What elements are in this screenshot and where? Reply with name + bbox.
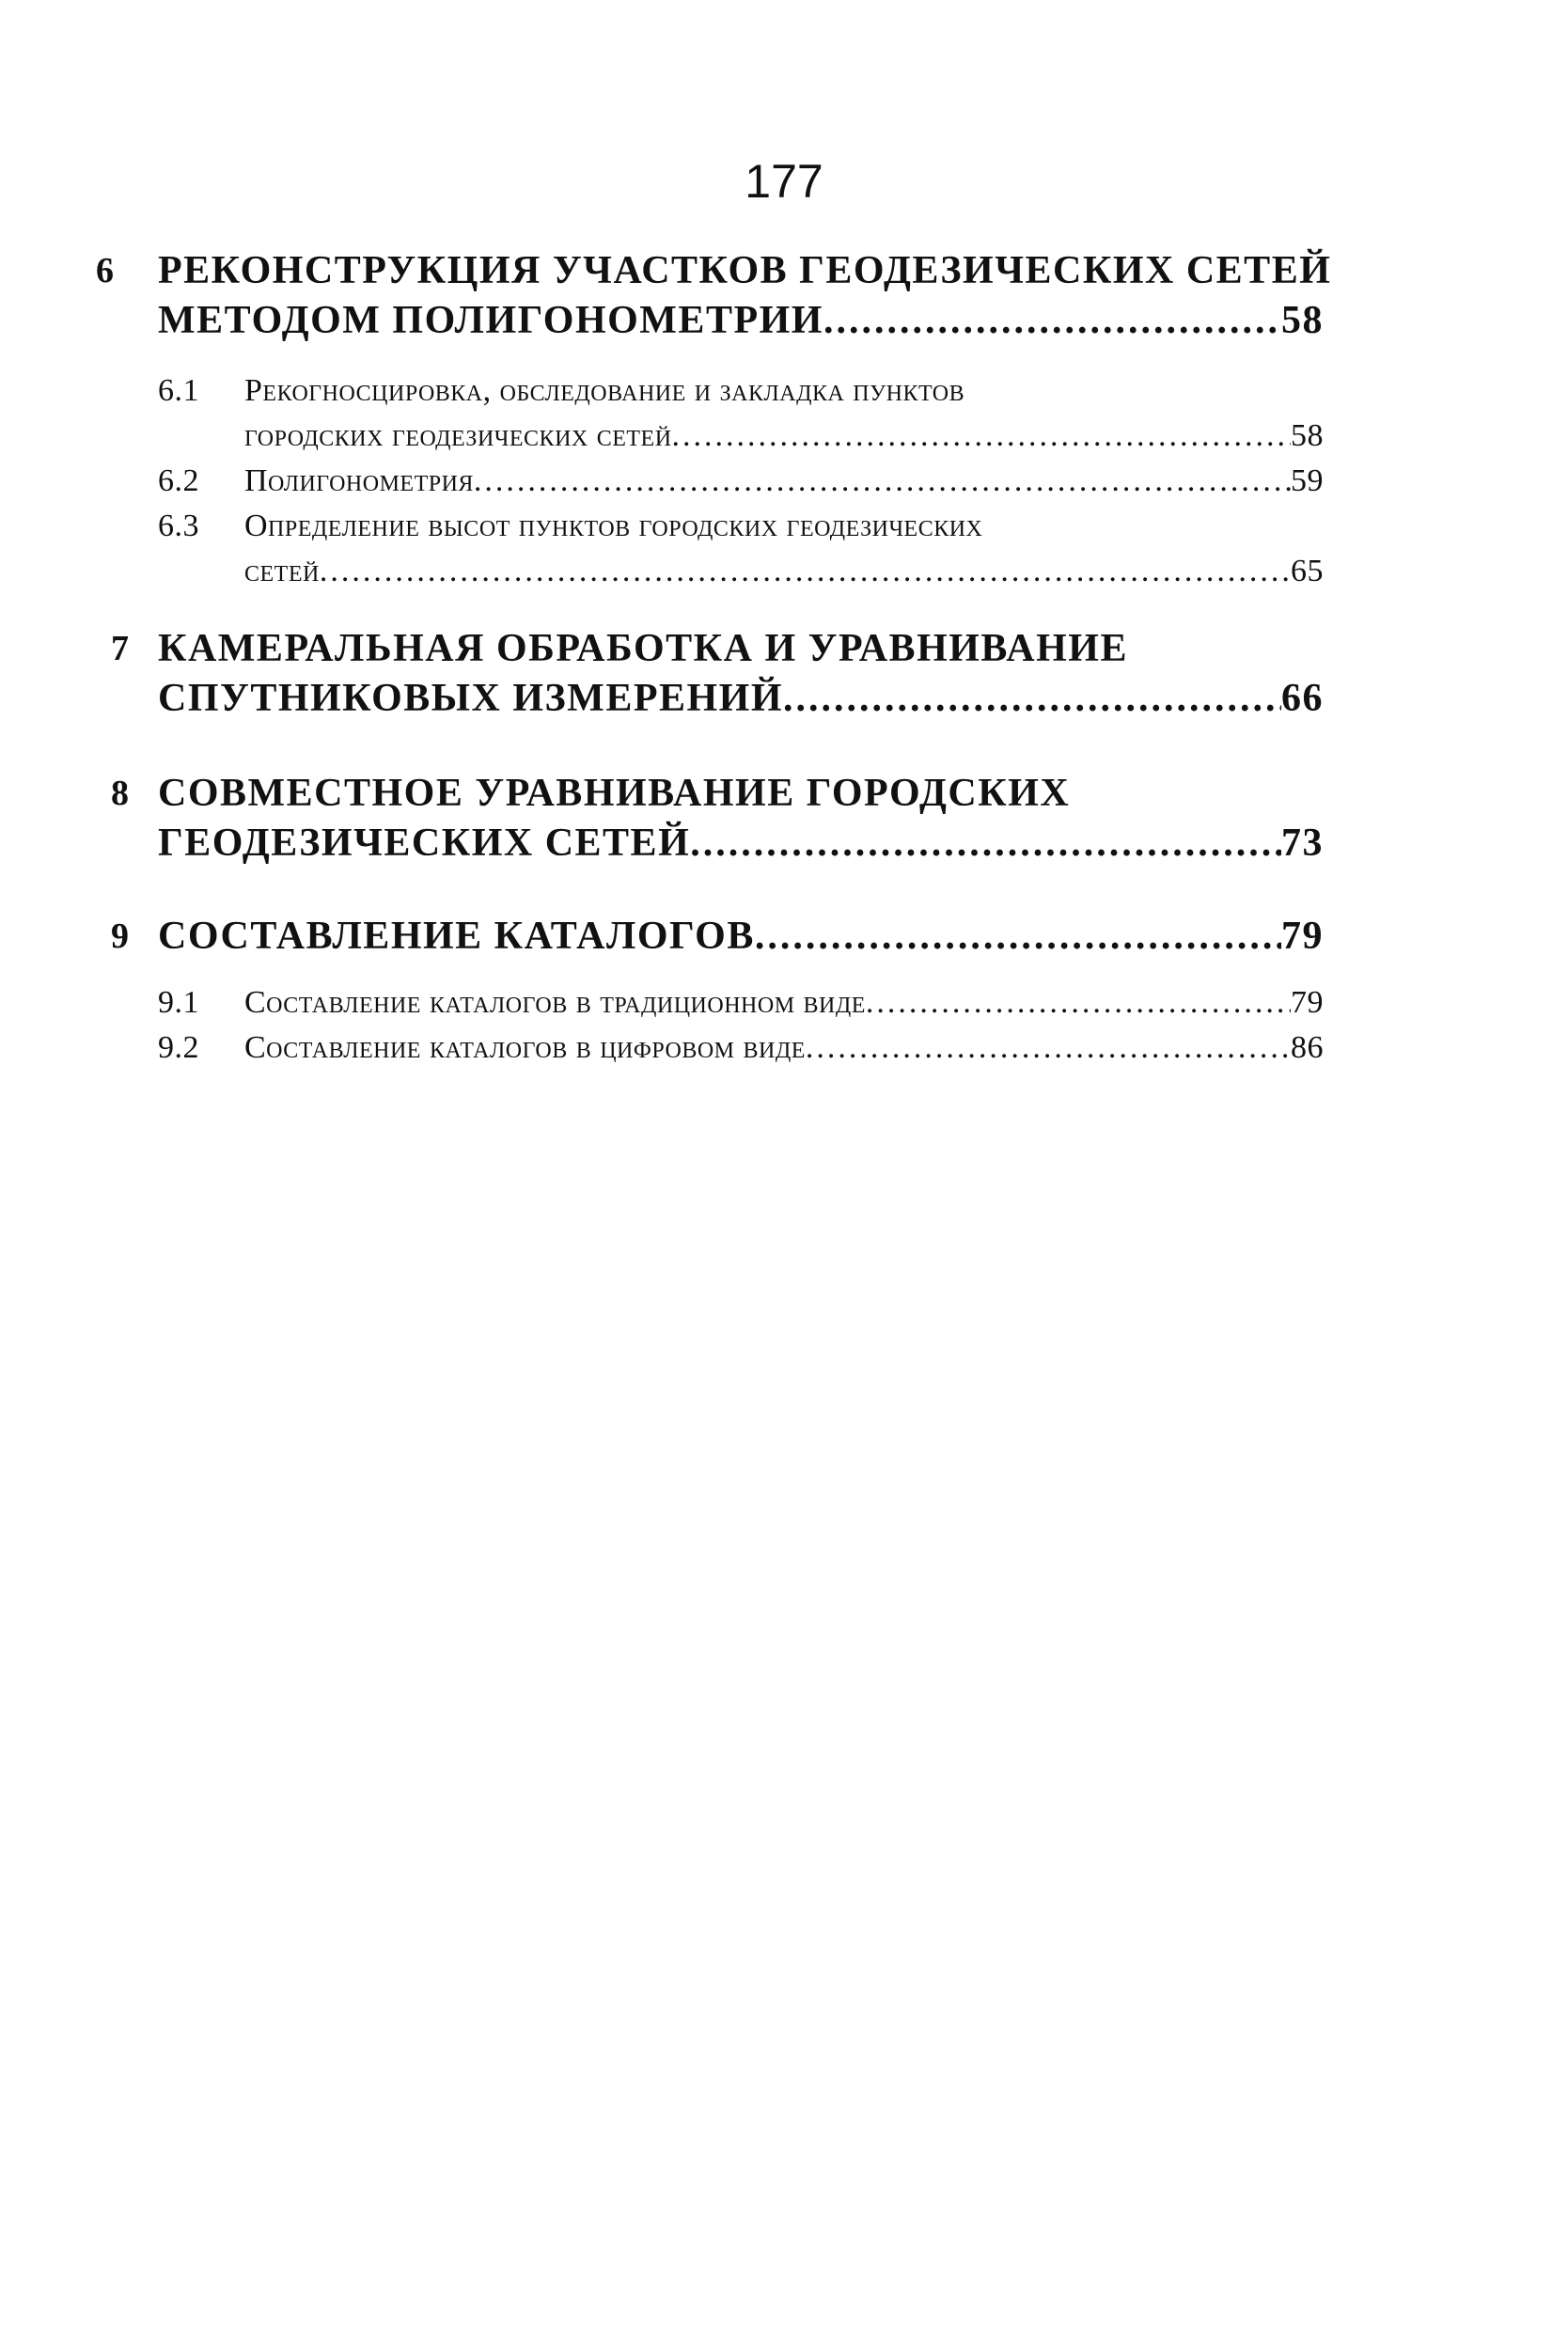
section-page-number: 79 [1291, 985, 1324, 1020]
toc-chapter-6[interactable] [96, 246, 1332, 346]
chapter-title-line [158, 912, 1324, 962]
chapter-number: 9 [111, 916, 131, 956]
section-number: 9.1 [158, 985, 199, 1020]
section-title-text: Полигонометрия [244, 463, 474, 498]
chapter-title-line [158, 624, 1324, 674]
section-title [244, 1026, 1324, 1071]
toc-section-9-2[interactable] [158, 1026, 1324, 1071]
section-title [244, 980, 1324, 1026]
chapter-number: 8 [111, 774, 131, 813]
section-title-line [244, 368, 1324, 414]
section-title-line [244, 980, 1324, 1026]
table-of-contents [96, 246, 1332, 1071]
chapter-page-number: 58 [1281, 299, 1324, 342]
chapter-title-text: РЕКОНСТРУКЦИЯ УЧАСТКОВ ГЕОДЕЗИЧЕСКИХ СЕТЕЙ [158, 249, 1332, 292]
chapter-page-number: 66 [1281, 677, 1324, 720]
section-title-line [244, 504, 1324, 549]
dot-leader [806, 1026, 1291, 1071]
chapter-title-text: МЕТОДОМ ПОЛИГОНОМЕТРИИ [158, 299, 823, 342]
toc-section-6-2[interactable] [158, 459, 1324, 504]
chapter-title-text: СОСТАВЛЕНИЕ КАТАЛОГОВ [158, 915, 755, 958]
section-page-number: 58 [1291, 418, 1324, 453]
section-title-line [244, 414, 1324, 459]
chapter-title [158, 912, 1324, 962]
page-number: 177 [745, 155, 823, 208]
dot-leader [672, 414, 1291, 459]
chapter-title-line [158, 769, 1324, 819]
section-title-line [244, 1026, 1324, 1071]
section-title-text: Составление каталогов в цифровом виде [244, 1030, 806, 1065]
toc-chapter-7[interactable] [111, 624, 1324, 724]
dot-leader [823, 296, 1281, 346]
dot-leader [690, 819, 1281, 869]
dot-leader [783, 674, 1281, 724]
chapter-title [158, 769, 1324, 869]
chapter-title-text: СПУТНИКОВЫХ ИЗМЕРЕНИЙ [158, 677, 784, 720]
section-number: 6.1 [158, 373, 199, 408]
chapter-title [158, 624, 1324, 724]
chapter-page-number: 79 [1281, 915, 1324, 958]
section-title-text: Определение высот пунктов городских геодезических [244, 509, 983, 543]
section-title [244, 368, 1324, 459]
section-title-line [244, 459, 1324, 504]
section-title [244, 504, 1324, 594]
section-number: 6.2 [158, 463, 199, 498]
dot-leader [866, 980, 1291, 1026]
chapter-number: 7 [111, 629, 131, 668]
toc-sections-6 [158, 368, 1324, 594]
section-number: 6.3 [158, 509, 199, 543]
section-page-number: 65 [1291, 554, 1324, 588]
dot-leader [474, 459, 1291, 504]
chapter-title [158, 246, 1332, 346]
chapter-number: 6 [96, 251, 116, 290]
section-title-text: Составление каталогов в традиционном виде [244, 985, 866, 1020]
toc-section-6-3[interactable] [158, 504, 1324, 594]
dot-leader [755, 912, 1281, 962]
chapter-title-line [158, 674, 1324, 724]
chapter-title-line [158, 246, 1332, 296]
chapter-title-text: СОВМЕСТНОЕ УРАВНИВАНИЕ ГОРОДСКИХ [158, 772, 1071, 815]
dot-leader [320, 549, 1291, 594]
chapter-title-line [158, 819, 1324, 869]
toc-section-6-1[interactable] [158, 368, 1324, 459]
chapter-title-line [158, 296, 1324, 346]
toc-section-9-1[interactable] [158, 980, 1324, 1026]
section-page-number: 59 [1291, 463, 1324, 498]
section-number: 9.2 [158, 1030, 199, 1065]
toc-sections-9 [158, 980, 1324, 1071]
chapter-title-text: КАМЕРАЛЬНАЯ ОБРАБОТКА И УРАВНИВАНИЕ [158, 627, 1128, 670]
section-title-line [244, 549, 1324, 594]
section-page-number: 86 [1291, 1030, 1324, 1065]
section-title-text: сетей [244, 554, 320, 588]
section-title [244, 459, 1324, 504]
toc-chapter-8[interactable] [111, 769, 1324, 869]
chapter-page-number: 73 [1281, 822, 1324, 865]
toc-chapter-9[interactable] [111, 912, 1324, 962]
section-title-text: Рекогносцировка, обследование и закладка пунктов [244, 373, 965, 408]
chapter-title-text: ГЕОДЕЗИЧЕСКИХ СЕТЕЙ [158, 822, 691, 865]
section-title-text: городских геодезических сетей [244, 418, 672, 453]
